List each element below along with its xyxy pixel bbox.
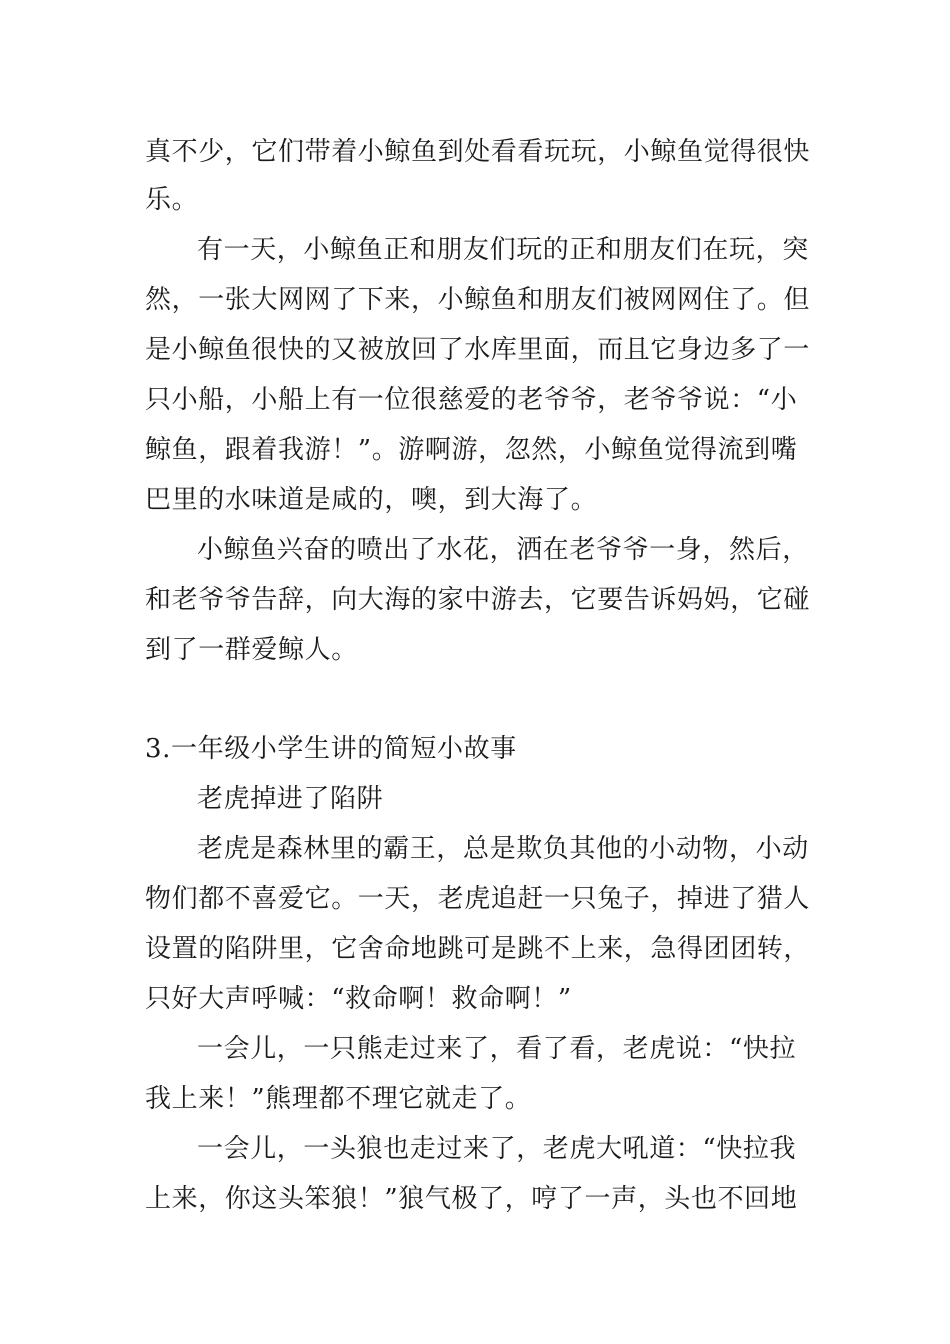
- paragraph-start-line: 一会儿，一头狼也走过来了，老虎大吼道：“快拉我: [197, 1134, 797, 1164]
- text-line: 上来，你这头笨狼！”狼气极了，哼了一声，头也不回地: [145, 1184, 798, 1214]
- text-line: 到了一群爱鲸人。: [145, 635, 358, 665]
- text-line: 设置的陷阱里，它舍命地跳可是跳不上来，急得团团转，: [145, 934, 811, 964]
- paragraph-start-line: 一会儿，一只熊走过来了，看了看，老虎说：“快拉: [197, 1034, 797, 1064]
- text-line: 只小船，小船上有一位很慈爱的老爷爷，老爷爷说：“小: [145, 385, 798, 415]
- text-line: 真不少，它们带着小鲸鱼到处看看玩玩，小鲸鱼觉得很快: [145, 137, 811, 167]
- text-line: 只好大声呼喊：“救命啊！救命啊！”: [145, 984, 572, 1014]
- text-line: 我上来！”熊理都不理它就走了。: [145, 1084, 532, 1114]
- text-line: 巴里的水味道是咸的，噢，到大海了。: [145, 485, 598, 515]
- paragraph-start-line: 小鲸鱼兴奋的喷出了水花，洒在老爷爷一身，然后，: [197, 535, 809, 565]
- text-line: 乐。: [145, 185, 199, 215]
- text-line: 然，一张大网网了下来，小鲸鱼和朋友们被网网住了。但: [145, 285, 811, 315]
- paragraph-start-line: 有一天，小鲸鱼正和朋友们玩的正和朋友们在玩，突: [197, 235, 809, 265]
- text-line: 是小鲸鱼很快的又被放回了水库里面，而且它身边多了一: [145, 335, 811, 365]
- section-heading: 3.一年级小学生讲的简短小故事: [145, 734, 517, 764]
- text-line: 和老爷爷告辞，向大海的家中游去，它要告诉妈妈，它碰: [145, 585, 811, 615]
- text-line: 鲸鱼，跟着我游！”。游啊游，忽然，小鲸鱼觉得流到嘴: [145, 435, 798, 465]
- paragraph-start-line: 老虎是森林里的霸王，总是欺负其他的小动物，小动: [197, 834, 809, 864]
- text-line: 物们都不喜爱它。一天，老虎追赶一只兔子，掉进了猎人: [145, 884, 811, 914]
- story-title: 老虎掉进了陷阱: [197, 784, 384, 814]
